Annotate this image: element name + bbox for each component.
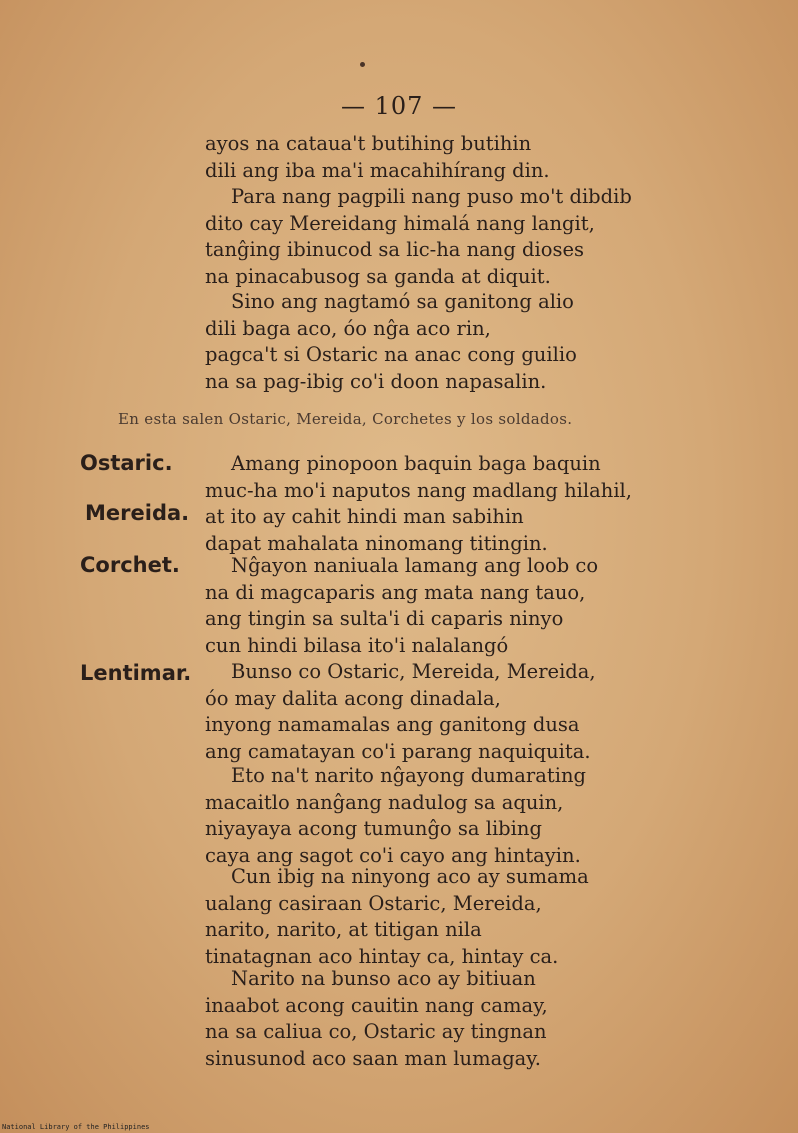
dialogue-line: na sa caliua co, Ostaric ay tingnan xyxy=(205,1020,547,1043)
dialogue-line: dapat mahalata ninomang titingin. xyxy=(205,531,548,555)
dialogue-line: Nĝayon naniuala lamang ang loob co xyxy=(231,554,599,577)
dialogue-line: Amang pinopoon baquin baga baquin xyxy=(231,452,601,475)
verse-stanza xyxy=(205,131,550,184)
speaker-mereida: Mereida. xyxy=(85,501,190,525)
footer-credit: National Library of the Philippines xyxy=(2,1123,150,1131)
dialogue-line: muc-ha mo'i naputos nang madlang hilahil, xyxy=(205,478,632,502)
verse-line: dito cay Mereidang himalá nang langit, xyxy=(205,211,595,235)
dialogue-block xyxy=(205,966,548,1072)
dialogue-line: Narito na bunso aco ay bitiuan xyxy=(231,967,536,990)
dialogue-line: macaitlo nanĝang nadulog sa aquin, xyxy=(205,790,564,814)
verse-line: dili baga aco, óo nĝa aco rin, xyxy=(205,316,491,340)
dialogue-line: Cun ibig na ninyong aco ay sumama xyxy=(231,865,589,888)
dialogue-block xyxy=(205,451,632,557)
verse-line: Sino ang nagtamó sa ganitong alio xyxy=(231,290,574,313)
dialogue-line: ang camatayan co'i parang naquiquita. xyxy=(205,739,591,763)
verse-line: dili ang iba ma'i macahihírang din. xyxy=(205,158,550,182)
verse-line: na pinacabusog sa ganda at diquit. xyxy=(205,264,551,288)
dialogue-line: tinatagnan aco hintay ca, hintay ca. xyxy=(205,944,559,968)
verse-line: Para nang pagpili nang puso mo't dibdib xyxy=(231,185,632,208)
dialogue-line: ang tingin sa sulta'i di caparis ninyo xyxy=(205,607,564,630)
dialogue-line: at ito ay cahit hindi man sabihin xyxy=(205,505,524,528)
dialogue-line: ualang casiraan Ostaric, Mereida, xyxy=(205,891,542,915)
dialogue-block xyxy=(205,864,589,970)
speaker-ostaric: Ostaric. xyxy=(80,451,173,475)
page-number: — 107 — xyxy=(340,92,458,120)
dialogue-line: inaabot acong cauitin nang camay, xyxy=(205,993,548,1017)
dialogue-line: Eto na't narito nĝayong dumarating xyxy=(231,764,586,787)
dialogue-line: caya ang sagot co'i cayo ang hintayin. xyxy=(205,843,581,867)
verse-line: tanĝing ibinucod sa lic-ha nang dioses xyxy=(205,238,585,261)
verse-stanza xyxy=(205,289,577,395)
dialogue-block xyxy=(205,553,598,659)
dialogue-block xyxy=(205,659,596,765)
dialogue-line: na di magcaparis ang mata nang tauo, xyxy=(205,580,586,604)
dialogue-line: sinusunod aco saan man lumagay. xyxy=(205,1046,541,1070)
ink-dot xyxy=(360,62,365,67)
speaker-corchet: Corchet. xyxy=(80,553,180,577)
dialogue-line: Bunso co Ostaric, Mereida, Mereida, xyxy=(231,660,596,683)
dialogue-line: niyayaya acong tumunĝo sa libing xyxy=(205,817,542,840)
verse-stanza xyxy=(205,184,632,290)
dialogue-line: cun hindi bilasa ito'i nalalangó xyxy=(205,633,509,657)
dialogue-line: narito, narito, at titigan nila xyxy=(205,918,482,941)
verse-line: na sa pag-ibig co'i doon napasalin. xyxy=(205,369,547,393)
dialogue-block xyxy=(205,763,586,869)
stage-direction: En esta salen Ostaric, Mereida, Corchetes y los soldados. xyxy=(118,410,573,428)
speaker-lentimar: Lentimar. xyxy=(80,661,192,685)
dialogue-line: inyong namamalas ang ganitong dusa xyxy=(205,713,580,736)
dialogue-line: óo may dalita acong dinadala, xyxy=(205,686,501,710)
verse-line: ayos na cataua't butihing butihin xyxy=(205,132,532,155)
verse-line: pagca't si Ostaric na anac cong guilio xyxy=(205,343,577,366)
